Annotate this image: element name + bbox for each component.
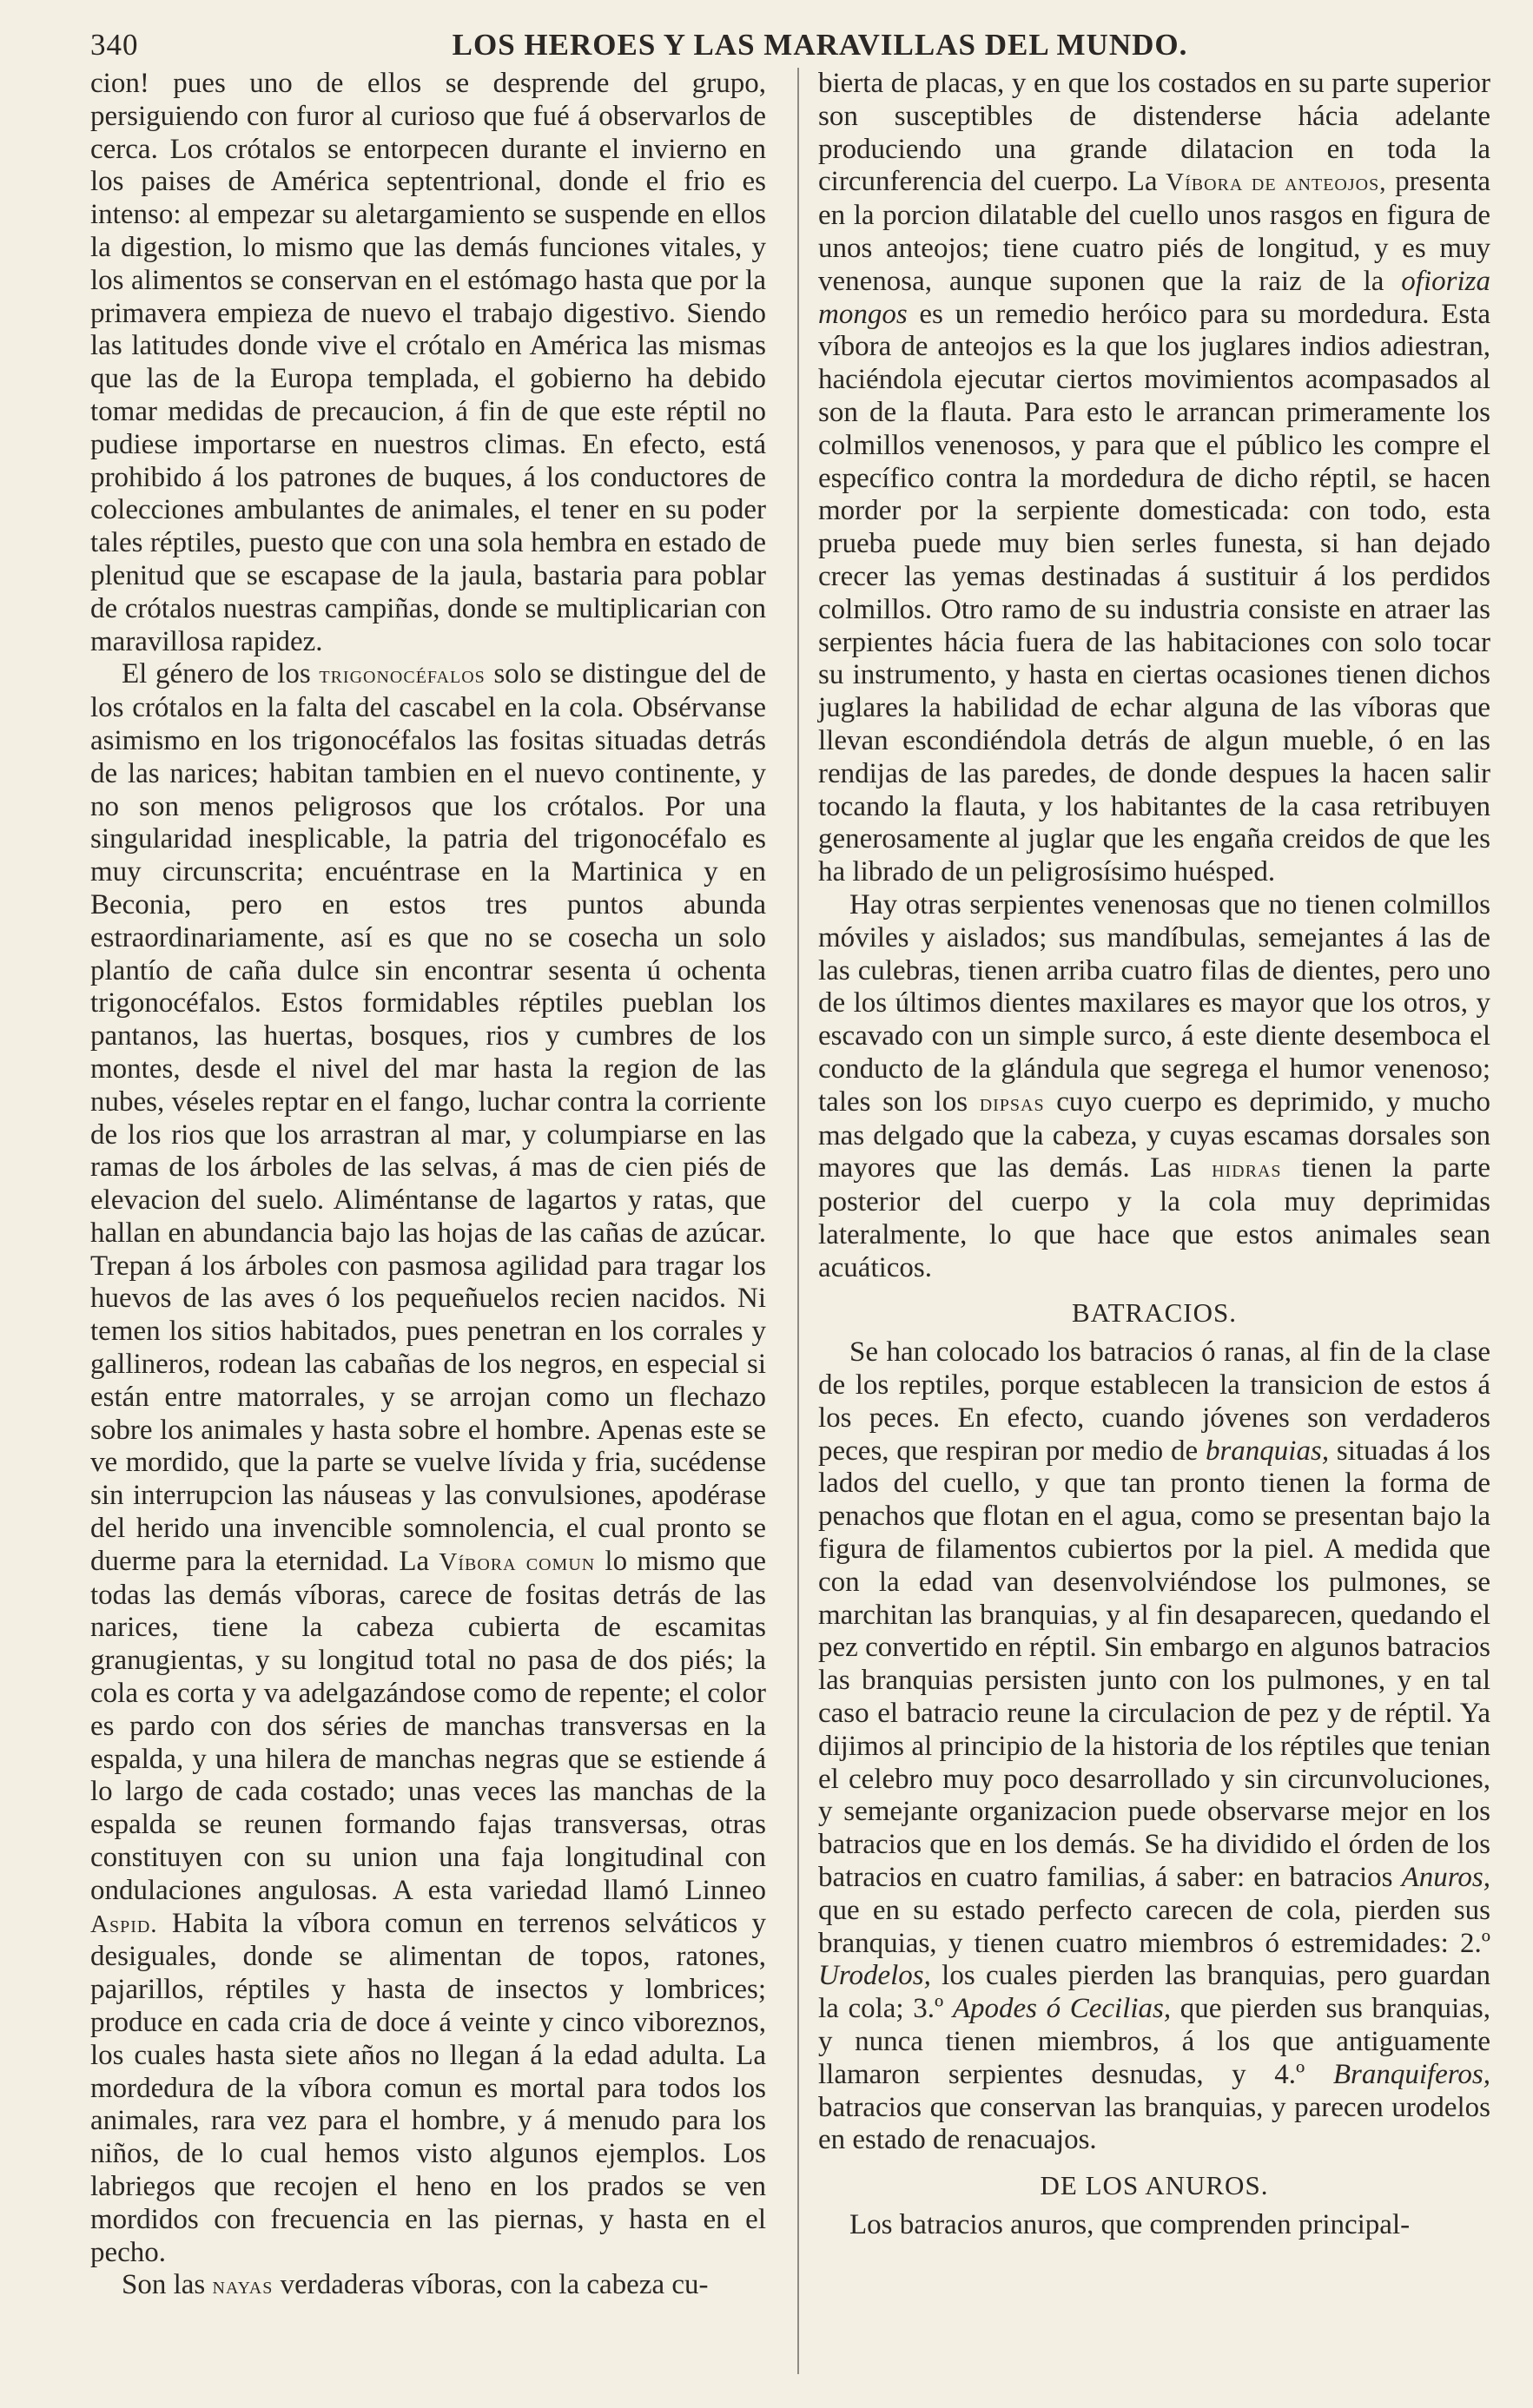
term-vibora-de-anteojos: Víbora de anteojos, <box>1166 168 1387 197</box>
right-paragraph-1 <box>818 68 1490 889</box>
text-run: que en su estado perfecto carecen de cola, pierden sus branquias, y tienen cuatro miembros ó estremidades: 2.º <box>818 1894 1490 1959</box>
text-run: Se han colocado los batracios ó ranas, al fin de la clase de los reptiles, porque establecen la transicion de estos á los peces. En efecto, cuando jóvenes son verdaderos peces, que respiran por medio de <box>818 1336 1490 1467</box>
text-run: situadas á los lados del cuello, y que tan pronto tienen la forma de penachos que flotan en el agua, como se presentan bajo la figura de filamentos cubiertos por la piel. A medida que con la edad van desenvolviéndose los pulmones, se marchitan las branquias, y al fin desaparecen, quedando el pez convertido en réptil. Sin embargo en algunos batracios las branquias persisten junto con los pulmones, y en tal caso el batracio reune la circulacion de pez y de réptil. Ya dijimos al principio de la historia de los réptiles que tenian el celebro muy poco desarrollado y sin circunvoluciones, y semejante organizacion puede observarse mejor en los batracios que en los demás. Se ha dividido el órden de los batracios en cuatro familias, á saber: en batracios <box>818 1435 1490 1894</box>
text-run: tienen la parte posterior del cuerpo y la cola muy deprimidas lateralmente, lo que hace que estos animales sean acuáticos. <box>818 1152 1490 1283</box>
right-column <box>818 68 1490 2242</box>
term-urodelos: Urodelos, <box>818 1960 931 1992</box>
text-run: El género de los <box>122 658 311 690</box>
text-run: bierta de placas, y en que los costados en su parte superior son susceptibles de distenderse hácia adelante produciendo una grande dilatacion en toda la circunferencia del cuerpo. La <box>818 68 1490 198</box>
term-anuros: Anuros, <box>1401 1862 1490 1894</box>
right-paragraph-3 <box>818 1336 1490 2157</box>
column-divider <box>797 68 799 2374</box>
term-ofioriza-mongos: ofioriza mongos <box>818 265 1490 330</box>
term-nayas: nayas <box>212 2272 274 2300</box>
term-branquiferos: Branquiferos, <box>1332 2058 1491 2090</box>
text-run: los cuales pierden las branquias, pero guardan la cola; 3.º <box>818 1960 1491 2025</box>
text-run: Habita la víbora comun en terrenos selváticos y desiguales, donde se alimentan de topos, ratones, pajarillos, réptiles y hasta de insectos y lombrices; produce en cada cria de doce á veinte y cinco viboreznos, los cuales hasta siete años no llegan á la edad adulta. La mordedura de la víbora comun es mortal para todos los animales, rara vez para el hombre, y á menudo para los niños, de lo cual hemos visto algunos ejemplos. Los labriegos que recojen el heno en los prados se ven mordidos con frecuencia en las piernas, y hasta en el pecho. <box>90 1907 766 2268</box>
page-header <box>90 24 1445 68</box>
running-title: LOS HEROES Y LAS MARAVILLAS DEL MUNDO. <box>452 28 1188 62</box>
left-paragraph-1: cion! pues uno de ellos se desprende del grupo, persiguiendo con furor al curioso que fué á observarlos de cerca. Los crótalos se entorpecen durante el invierno en los paises de América septentrional, donde el frio es intenso: al empezar su aletargamiento se suspende en ellos la digestion, lo mismo que las demás funciones vitales, y los alimentos se conservan en el estómago hasta que por la primavera empieza de nuevo el trabajo digestivo. Siendo las latitudes donde vive el crótalo en América las mismas que las de la Europa templada, el gobierno ha debido tomar medidas de precaucion, á fin de que este réptil no pudiese importarse en nuestros climas. En efecto, está prohibido á los patrones de buques, á los conductores de colecciones ambulantes de animales, el tener en su poder tales réptiles, puesto que con una sola hembra en estado de plenitud que se escapase de la jaula, bastaria para poblar de crótalos nuestras campiñas, donde se multiplicarian con maravillosa rapidez. <box>90 68 766 657</box>
text-run: Son las <box>122 2269 206 2301</box>
text-run: que pierden sus branquias, y nunca tienen miembros, á los que antiguamente llamaron serpientes desnudas, y 4.º <box>818 1993 1491 2090</box>
text-run: batracios que conservan las branquias, y parecen urodelos en estado de renacuajos. <box>818 2091 1490 2156</box>
text-run: verdaderas víboras, con la cabeza cu- <box>280 2269 709 2301</box>
term-vibora-comun: Víbora comun <box>439 1547 596 1576</box>
right-paragraph-4: Los batracios anuros, que comprenden principal- <box>849 2209 1411 2240</box>
text-run: presenta en la porcion dilatable del cuello unos rasgos en figura de unos anteojos; tiene cuatro piés de longitud, y es muy venenosa, aunque suponen que la raiz de la <box>818 166 1491 297</box>
text-run: solo se distingue del de los crótalos en la falta del cascabel en la cola. Obsérvanse asimismo en los trigonocéfalos las fositas situadas detrás de las narices; habitan tambien en el nuevo continente, y no son menos peligrosos que los crótalos. Por una singularidad inesplicable, la patria del trigonocéfalo es muy circunscrita; encuéntrase en la Martinica y en Beconia, pero en estos tres puntos abunda estraordinariamente, así es que no se cosecha un solo plantío de caña dulce sin encontrar sesenta ú ochenta trigonocéfalos. Estos formidables réptiles pueblan los pantanos, las huertas, bosques, rios y cumbres de los montes, desde el nivel del mar hasta la region de las nubes, véseles reptar en el fango, luchar contra la corriente de los rios que los arrastran al mar, y columpiarse en las ramas de los árboles de las selvas, á mas de cien piés de elevacion del suelo. Aliméntanse de lagartos y ratas, que hallan en abundancia bajo las hojas de las cañas de azúcar. Trepan á los árboles con pasmosa agilidad para tragar los huevos de las aves ó los pequeñuelos recien nacidos. Ni temen los sitios habitados, pues penetran en los corrales y gallineros, rodean las cabañas de los negros, en especial si están entre matorrales, y se arrojan como un flechazo sobre los animales y hasta sobre el hombre. Apenas este se ve mordido, que la parte se vuelve lívida y fria, sucédense sin interrupcion las náuseas y las convulsiones, apodérase del herido una invencible somnolencia, el cual pronto se duerme para la eternidad. La <box>90 658 767 1577</box>
left-paragraph-2 <box>90 658 766 2269</box>
term-apodes: Apodes ó Cecilias, <box>952 1993 1172 2025</box>
text-run: Hay otras serpientes venenosas que no tienen colmillos móviles y aislados; sus mandíbulas, semejantes á las de las culebras, tienen arriba cuatro filas de dientes, pero uno de los últimos dientes maxilares es mayor que los otros, y escavado con un simple surco, á este diente desemboca el conducto de la glándula que segrega el humor venenoso; tales son los <box>818 888 1490 1118</box>
text-run: lo mismo que todas las demás víboras, carece de fositas detrás de las narices, tiene la cabeza cubierta de escamitas granugientas, y su longitud total no pasa de dos piés; la cola es corta y va adelgazándose como de repente; el color es pardo con dos séries de manchas transversas en la espalda, y una hilera de manchas negras que se estiende á lo largo de cada costado; unas veces las manchas de la espalda se reunen formando fajas transversas, otras constituyen con su union una faja longitudinal con ondulaciones angulosas. A esta variedad llamó Linneo <box>90 1545 766 1906</box>
left-paragraph-3 <box>90 2269 766 2303</box>
term-trigonocefalos: trigonocéfalos <box>319 661 486 689</box>
section-heading-batracios: BATRACIOS. <box>1071 1297 1237 1329</box>
section-heading-anuros: DE LOS ANUROS. <box>1040 2170 1269 2201</box>
text-run: cuyo cuerpo es deprimido, y mucho mas delgado que la cabeza, y cuyas escamas dorsales son mayores que las demás. Las <box>818 1085 1490 1184</box>
text-run: es un remedio heróico para su mordedura. Esta víbora de anteojos es la que los juglares indios adiestran, haciéndola ejecutar ciertos movimientos acompasados al son de la flauta. Para esto le arrancan primeramente los colmillos venenosos, y para que el público les compre el específico contra la mordedura de dicho réptil, se hacen morder por la serpiente domesticada: con todo, esta prueba puede muy bien serles funesta, si han dejado crecer las yemas destinadas á sustituir á los perdidos colmillos. Otro ramo de su industria consiste en atraer las serpientes hácia fuera de las habitaciones con solo tocar su instrumento, y hasta en ciertas ocasiones tienen dichos juglares la habilidad de echar alguna de las víboras que llevan escondiéndola detrás de algun mueble, ó en las rendijas de las paredes, de donde despues la hacen salir tocando la flauta, y los habitantes de la casa retribuyen generosamente al juglar que les engaña creidos de que les ha librado de un peligrosísimo huésped. <box>818 298 1490 888</box>
term-dipsas: dipsas <box>979 1088 1045 1117</box>
left-column <box>90 68 766 2303</box>
term-hidras: hidras <box>1212 1155 1282 1184</box>
term-branquias: branquias, <box>1205 1435 1330 1467</box>
page-number: 340 <box>90 28 139 62</box>
right-paragraph-2 <box>818 889 1490 1285</box>
term-aspid: Aspid. <box>90 1910 158 1938</box>
